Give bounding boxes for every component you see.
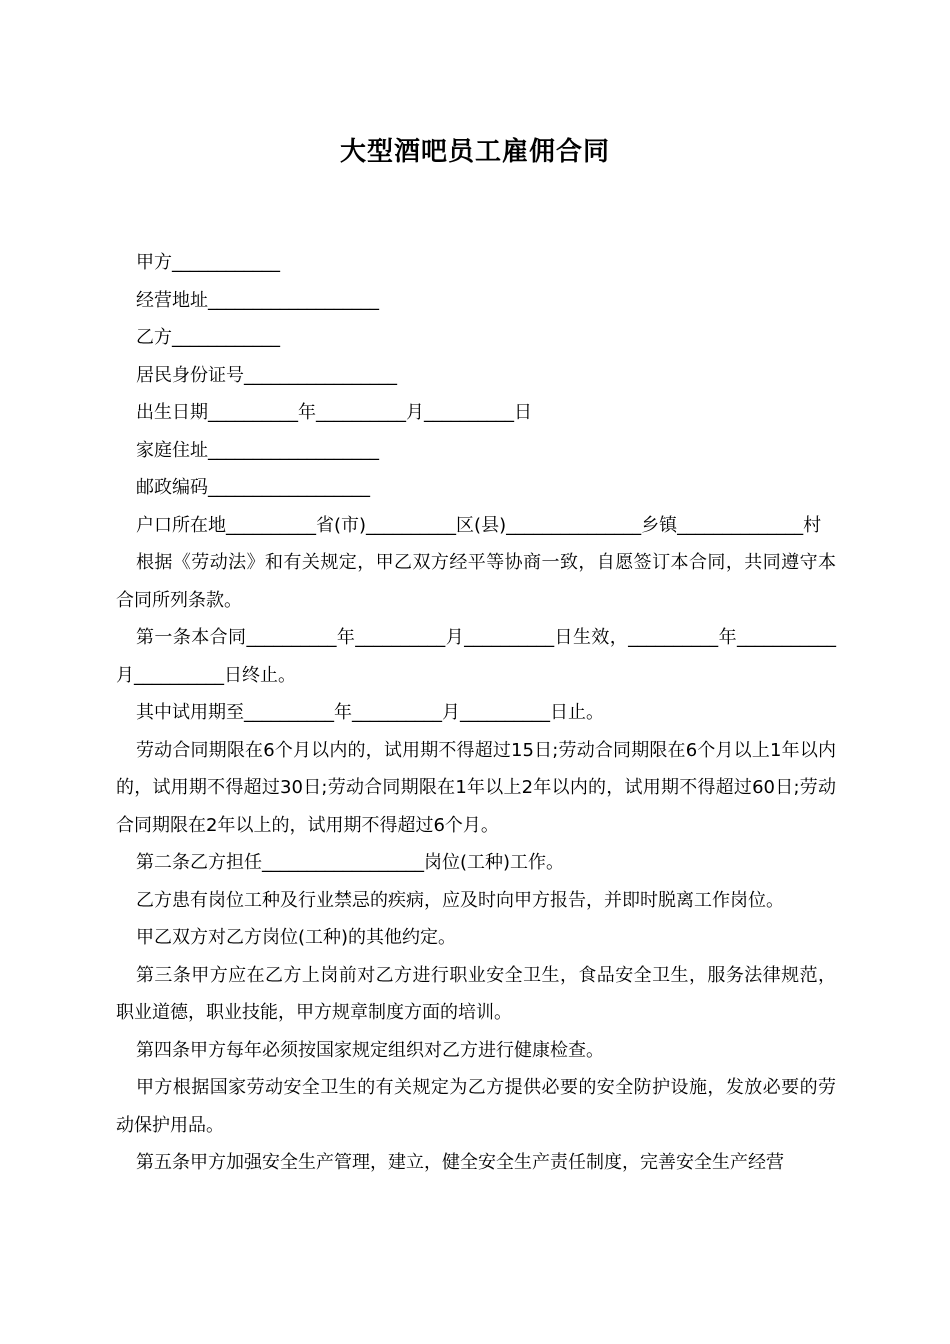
- id-number-field: 居民身份证号_________________: [136, 364, 397, 386]
- safety-equipment-paragraph: 甲方根据国家劳动安全卫生的有关规定为乙方提供必要的安全防护设施，发放必要的劳动保护用品。: [116, 1077, 836, 1136]
- disease-report-paragraph: 乙方患有岗位工种及行业禁忌的疾病，应及时向甲方报告，并即时脱离工作岗位。: [136, 889, 784, 911]
- household-registration-field: 户口所在地__________省(市)__________区(县)_______________乡镇______________村: [136, 514, 822, 536]
- article-4-paragraph: 第四条甲方每年必须按国家规定组织对乙方进行健康检查。: [136, 1039, 604, 1061]
- party-b-field: 乙方____________: [136, 327, 280, 348]
- probation-rules-paragraph: 劳动合同期限在6个月以内的，试用期不得超过15日;劳动合同期限在6个月以上1年以内的，试用期不得超过30日;劳动合同期限在1年以上2年以内的，试用期不得超过60日;劳动合同期限在2年以上的，试用期不得超过6个月。: [116, 739, 836, 836]
- article-2-paragraph: 第二条乙方担任__________________岗位(工种)工作。: [136, 852, 565, 873]
- birth-date-field: 出生日期__________年__________月__________日: [136, 402, 532, 423]
- article-5-paragraph: 第五条甲方加强安全生产管理，建立，健全安全生产责任制度，完善安全生产经营: [136, 1152, 784, 1173]
- home-address-field: 家庭住址___________________: [136, 439, 379, 461]
- probation-period-paragraph: 其中试用期至__________年__________月__________日止。: [136, 702, 604, 723]
- preamble-paragraph: 根据《劳动法》和有关规定，甲乙双方经平等协商一致，自愿签订本合同，共同遵守本合同所列条款。: [116, 552, 836, 611]
- business-address-field: 经营地址___________________: [136, 289, 379, 311]
- document-title: 大型酒吧员工雇佣合同: [339, 137, 610, 167]
- postal-code-field: 邮政编码__________________: [136, 477, 370, 498]
- article-1-paragraph: 第一条本合同__________年__________月__________日生效，__________年___________月__________日终止。: [116, 627, 836, 686]
- other-agreement-paragraph: 甲乙双方对乙方岗位(工种)的其他约定。: [136, 927, 457, 948]
- party-a-field: 甲方____________: [136, 252, 280, 273]
- document-body: [116, 244, 836, 1182]
- article-3-paragraph: 第三条甲方应在乙方上岗前对乙方进行职业安全卫生，食品安全卫生，服务法律规范，职业道德，职业技能，甲方规章制度方面的培训。: [116, 964, 836, 1023]
